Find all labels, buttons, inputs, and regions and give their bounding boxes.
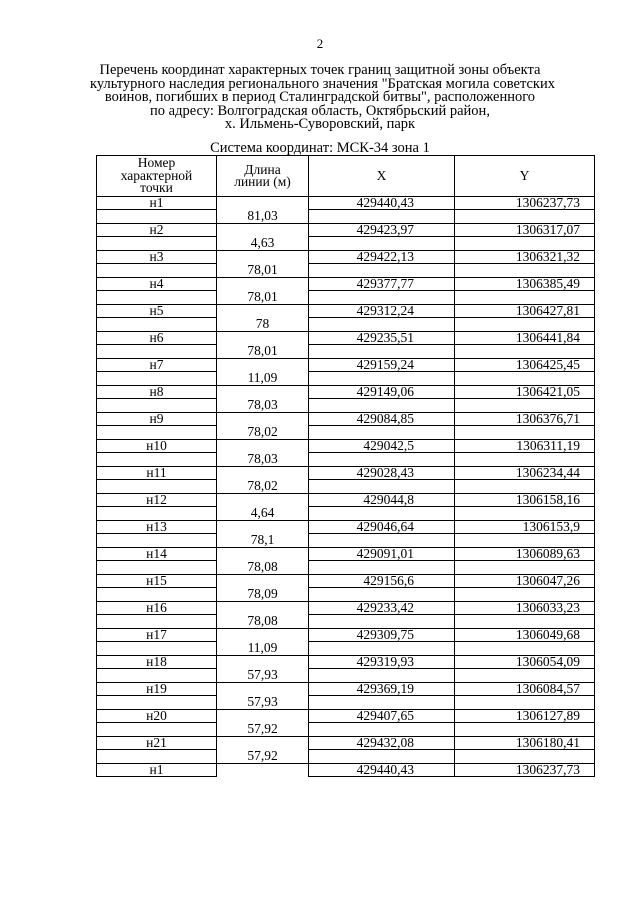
table-row [97,656,595,669]
point-name: н6 [97,332,217,345]
point-y: 1306311,19 [455,440,595,453]
point-y: 1306084,57 [455,683,595,696]
point-name: н5 [97,305,217,318]
point-name: н10 [97,440,217,453]
coordinates-table [96,155,595,777]
point-y: 1306127,89 [455,710,595,723]
point-y: 1306317,07 [455,224,595,237]
point-name: н13 [97,521,217,534]
table-row [97,359,595,372]
heading-line: х. Ильмень-Суворовский, парк [224,116,416,132]
table-row [97,710,595,723]
table-row [97,737,595,750]
line-length: 78,01 [217,264,309,278]
point-y: 1306237,73 [455,197,595,210]
heading-line: культурного наследия регионального значения "Братская могила советских [90,75,555,92]
point-y: 1306427,81 [455,305,595,318]
point-x: 429440,43 [309,197,455,210]
table-row [97,521,595,534]
point-x: 429046,64 [309,521,455,534]
line-length: 78,08 [217,561,309,575]
point-x: 429309,75 [309,629,455,642]
point-x: 429149,06 [309,386,455,399]
line-length: 57,93 [217,696,309,710]
point-name: н3 [97,251,217,264]
point-x: 429440,43 [309,764,455,777]
point-x: 429235,51 [309,332,455,345]
table-row [97,467,595,480]
table-row [97,764,595,777]
point-y: 1306234,44 [455,467,595,480]
header-line-length: Длина линии (м) [217,156,309,197]
point-x: 429028,43 [309,467,455,480]
point-name: н20 [97,710,217,723]
table-row [97,575,595,588]
document-heading [90,62,555,132]
table-row [97,197,595,210]
point-y: 1306321,32 [455,251,595,264]
point-name: н21 [97,737,217,750]
line-length: 78 [217,318,309,332]
point-y: 1306441,84 [455,332,595,345]
point-x: 429423,97 [309,224,455,237]
line-length: 81,03 [217,210,309,224]
line-length: 57,93 [217,669,309,683]
line-length: 78,1 [217,534,309,548]
point-name: н18 [97,656,217,669]
table-row [97,440,595,453]
heading-line: по адресу: Волгоградская область, Октябрьский район, [150,102,490,119]
line-length: 4,64 [217,507,309,521]
point-x: 429159,24 [309,359,455,372]
table-row [97,278,595,291]
line-length: 78,01 [217,291,309,305]
table-header-row [97,156,595,197]
point-name: н1 [97,764,217,777]
point-x: 429156,6 [309,575,455,588]
header-point-number: Номер характерной точки [97,156,217,197]
point-name: н7 [97,359,217,372]
table-row [97,386,595,399]
table-row [97,548,595,561]
point-name: н16 [97,602,217,615]
point-y: 1306153,9 [455,521,595,534]
length-cell-empty [217,764,309,777]
point-x: 429422,13 [309,251,455,264]
point-name: н17 [97,629,217,642]
line-length: 78,02 [217,426,309,440]
header-x: X [309,156,455,197]
point-x: 429319,93 [309,656,455,669]
point-x: 429312,24 [309,305,455,318]
table-row [97,413,595,426]
point-x: 429091,01 [309,548,455,561]
point-name: н11 [97,467,217,480]
point-y: 1306158,16 [455,494,595,507]
point-x: 429044,8 [309,494,455,507]
table-body [97,197,595,777]
point-name: н1 [97,197,217,210]
table-row [97,494,595,507]
point-name: н19 [97,683,217,696]
heading-line: Перечень координат характерных точек границ защитной зоны объекта [99,62,541,78]
point-name: н4 [97,278,217,291]
line-length: 78,03 [217,453,309,467]
page-number: 2 [316,36,324,51]
point-x: 429084,85 [309,413,455,426]
line-length: 78,02 [217,480,309,494]
point-x: 429233,42 [309,602,455,615]
point-y: 1306425,45 [455,359,595,372]
point-y: 1306033,23 [455,602,595,615]
length-row [97,507,595,521]
line-length: 4,63 [217,237,309,251]
point-x: 429432,08 [309,737,455,750]
table-row [97,602,595,615]
point-y: 1306376,71 [455,413,595,426]
point-name: н15 [97,575,217,588]
point-y: 1306421,05 [455,386,595,399]
line-length: 78,09 [217,588,309,602]
table-row [97,251,595,264]
point-name: н8 [97,386,217,399]
table-row [97,224,595,237]
point-name: н14 [97,548,217,561]
point-y: 1306237,73 [455,764,595,777]
point-name: н12 [97,494,217,507]
line-length: 78,03 [217,399,309,413]
point-x: 429407,65 [309,710,455,723]
point-x: 429377,77 [309,278,455,291]
point-name: н9 [97,413,217,426]
point-x: 429369,19 [309,683,455,696]
point-y: 1306049,68 [455,629,595,642]
point-x: 429042,5 [309,440,455,453]
table-row [97,629,595,642]
line-length: 78,08 [217,615,309,629]
point-y: 1306385,49 [455,278,595,291]
line-length: 11,09 [217,372,309,386]
table-row [97,332,595,345]
point-y: 1306089,63 [455,548,595,561]
header-y: Y [455,156,595,197]
table-row [97,683,595,696]
point-name: н2 [97,224,217,237]
line-length: 11,09 [217,642,309,656]
line-length: 57,92 [217,750,309,764]
table-row [97,305,595,318]
point-y: 1306054,09 [455,656,595,669]
point-y: 1306180,41 [455,737,595,750]
line-length: 78,01 [217,345,309,359]
coordinate-system-label: Система координат: МСК-34 зона 1 [210,140,430,156]
point-y: 1306047,26 [455,575,595,588]
line-length: 57,92 [217,723,309,737]
heading-line: воинов, погибших в период Сталинградской битвы", расположенного [104,89,536,105]
